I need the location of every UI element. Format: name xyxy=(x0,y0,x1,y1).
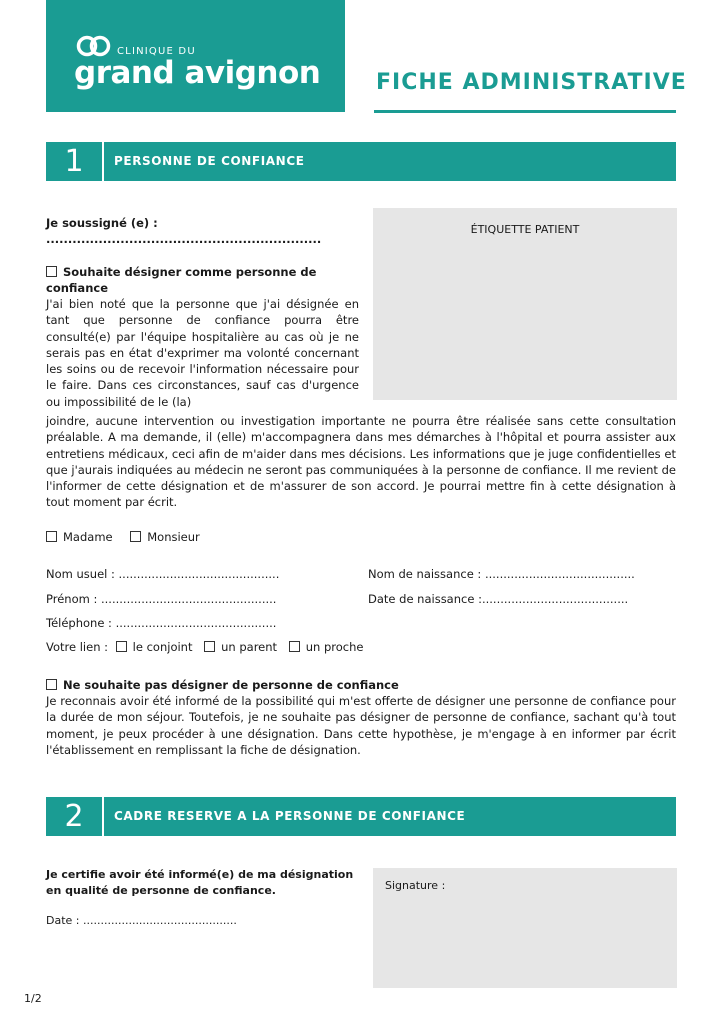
section-divider xyxy=(102,797,104,836)
clinic-logo-icon xyxy=(76,35,112,57)
page-title: FICHE ADMINISTRATIVE xyxy=(376,70,687,95)
telephone-field[interactable]: Téléphone : ............................................ xyxy=(46,616,277,630)
relationship-row xyxy=(46,640,363,654)
patient-label-area[interactable] xyxy=(373,208,677,400)
checkbox-monsieur[interactable] xyxy=(130,531,141,542)
checkbox-madame[interactable] xyxy=(46,531,57,542)
soussigne-label: Je soussigné (e) : xyxy=(46,216,158,230)
prenom-field[interactable]: Prénom : ................................................ xyxy=(46,592,277,606)
civility-row xyxy=(46,530,200,544)
title-underline xyxy=(374,110,676,113)
option-designate-title: Souhaite désigner comme personne de confiance xyxy=(46,265,317,296)
checkbox-designate[interactable] xyxy=(46,266,57,277)
madame-label: Madame xyxy=(63,530,113,544)
logo-subtitle: CLINIQUE DU xyxy=(117,46,196,57)
date-field[interactable]: Date : ............................................ xyxy=(46,914,237,927)
option-designate[interactable] xyxy=(46,264,359,297)
signature-area[interactable] xyxy=(373,868,677,988)
soussigne-field[interactable]: ............................................................... xyxy=(46,232,322,246)
logo-name: grand avignon xyxy=(74,55,321,91)
option-designate-text-1: J'ai bien noté que la personne que j'ai désignée en tant que personne de confiance pourra être consulté(e) par l'équipe hospitalière au cas où je ne serais pas en état d'exprimer ma volonté concernant les soins ou de recevoir l'information nécessaire pour le faire. Dans ces circonstances, sauf cas d'urgence ou impossibilité de le (la) xyxy=(46,297,359,409)
page-number: 1/2 xyxy=(24,992,42,1005)
section-divider xyxy=(102,142,104,181)
option-conjoint: le conjoint xyxy=(132,640,193,654)
option-designate-text-2: joindre, aucune intervention ou investigation importante ne pourra être réalisée sans cette consultation préalable. A ma demande, il (elle) m'accompagnera dans mes démarches à l'hôpital et pourra assister aux entretiens médicaux, ceci afin de m'aider dans mes décisions. Les informations que je juge confidentielles et que j'aurais indiquées au médecin ne seront pas communiquées à la personne de confiance. Il me revient de l'informer de cette désignation et de m'assurer de son accord. Je pourrai mettre fin à cette désignation à tout moment par écrit. xyxy=(46,414,676,510)
date-naissance-field[interactable]: Date de naissance :........................................ xyxy=(368,592,629,606)
checkbox-parent[interactable] xyxy=(204,641,215,652)
monsieur-label: Monsieur xyxy=(147,530,200,544)
option-decline-title: Ne souhaite pas désigner de personne de confiance xyxy=(63,678,399,692)
nom-usuel-field[interactable]: Nom usuel : ............................................ xyxy=(46,567,280,581)
nom-naissance-field[interactable]: Nom de naissance : ......................................... xyxy=(368,567,635,581)
checkbox-decline[interactable] xyxy=(46,679,57,690)
signature-label: Signature : xyxy=(385,879,446,892)
checkbox-conjoint[interactable] xyxy=(116,641,127,652)
option-decline-text: Je reconnais avoir été informé de la possibilité qui m'est offerte de désigner une personne de confiance pour la durée de mon séjour. Toutefois, je ne souhaite pas désigner de personne de confiance, sachant qu'à tout moment, je peux procéder à une désignation. Dans cette hypothèse, je m'engage à en informer par écrit l'établissement en remplissant la fiche de désignation. xyxy=(46,694,676,757)
relationship-label: Votre lien : xyxy=(46,640,109,654)
checkbox-proche[interactable] xyxy=(289,641,300,652)
section-1-title: PERSONNE DE CONFIANCE xyxy=(114,154,305,168)
certification-text: Je certifie avoir été informé(e) de ma désignation en qualité de personne de confiance. xyxy=(46,868,354,897)
section-1-header xyxy=(46,142,676,181)
patient-label-caption: ÉTIQUETTE PATIENT xyxy=(470,223,580,236)
section-2-number: 2 xyxy=(64,799,84,834)
section-2-title: CADRE RESERVE A LA PERSONNE DE CONFIANCE xyxy=(114,809,466,823)
option-parent: un parent xyxy=(221,640,278,654)
section-2-header xyxy=(46,797,676,836)
section-1-number: 1 xyxy=(64,144,84,179)
option-proche: un proche xyxy=(305,640,364,654)
option-decline[interactable] xyxy=(46,677,399,693)
